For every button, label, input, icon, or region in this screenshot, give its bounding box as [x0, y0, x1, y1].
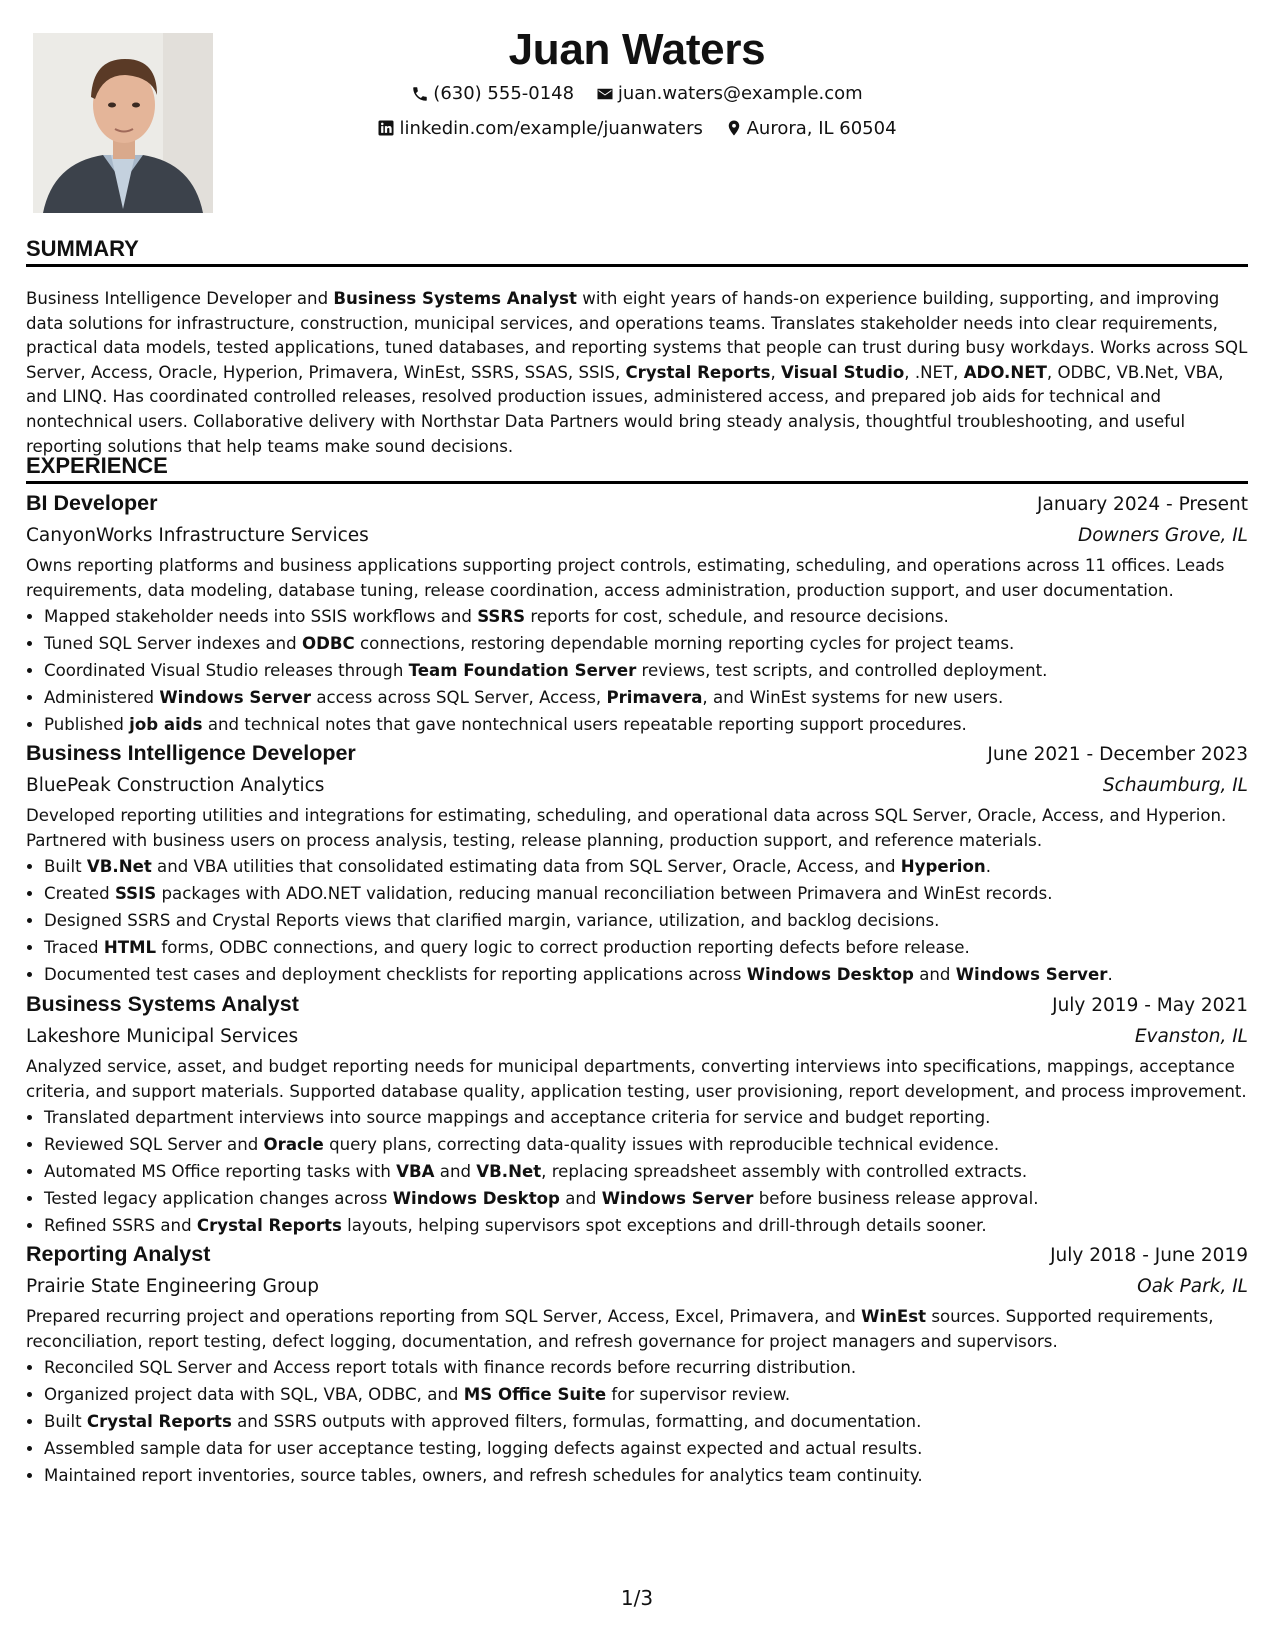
- job-dates: January 2024 - Present: [1037, 494, 1248, 515]
- text-run: with eight years of hands-on experience building, supporting, and improving data solutions for infrastructure, construction, municipal services, and operations teams. Translates stakeholder needs into clear requirements, practical data models, tested applications, tuned databases, and reporting systems that people can trust during busy workdays. Works across SQL Server, Access, Oracle, Hyperion, Primavera, WinEst, SSRS, SSAS, SSIS,: [26, 289, 1248, 382]
- bold-keyword: job aids: [129, 715, 203, 734]
- map-pin-icon: [725, 119, 743, 137]
- bullet-item: [44, 961, 1248, 988]
- text-run: reviews, test scripts, and controlled deployment.: [636, 661, 1048, 680]
- bold-keyword: Windows Server: [601, 1189, 754, 1208]
- company-name: BluePeak Construction Analytics: [26, 775, 325, 796]
- text-run: Reviewed SQL Server and: [44, 1135, 264, 1154]
- job-bullets: [26, 1354, 1248, 1489]
- bold-keyword: VB.Net: [86, 857, 152, 876]
- text-run: , .NET,: [904, 362, 964, 382]
- text-run: Tested legacy application changes across: [44, 1189, 393, 1208]
- job-dates: June 2021 - December 2023: [987, 744, 1248, 765]
- page-number: 1/3: [620, 1586, 654, 1610]
- phone-icon: [411, 85, 429, 103]
- text-run: layouts, helping supervisors spot exceptions and drill-through details sooner.: [341, 1216, 987, 1235]
- text-run: and: [559, 1189, 602, 1208]
- job-description: Owns reporting platforms and business applications supporting project controls, estimating, scheduling, and operations across 11 offices. Leads requirements, data modeling, database tuning, release coordination, access administration, production support, and user documentation.: [26, 556, 1225, 600]
- text-run: and: [913, 965, 956, 984]
- text-run: and: [434, 1162, 477, 1181]
- bullet-item: [44, 1104, 1248, 1131]
- bold-keyword: WinEst: [861, 1307, 927, 1326]
- text-run: Business Intelligence Developer and: [26, 289, 334, 308]
- job-title: Business Intelligence Developer: [26, 741, 356, 765]
- job-bullets: [26, 853, 1248, 988]
- text-run: Published: [44, 715, 130, 734]
- text-run: Built: [44, 857, 87, 876]
- phone-number: (630) 555-0148: [433, 83, 575, 104]
- bold-keyword: VBA: [396, 1162, 435, 1181]
- bold-keyword: Hyperion: [900, 857, 986, 876]
- job-location: Schaumburg, IL: [1102, 775, 1248, 796]
- bold-keyword: Crystal Reports: [625, 362, 771, 382]
- bullet-item: [44, 880, 1248, 907]
- text-run: Prepared recurring project and operations reporting from SQL Server, Access, Excel, Primavera, and: [26, 1307, 862, 1326]
- text-run: query plans, correcting data-quality issues with reproducible technical evidence.: [323, 1135, 1000, 1154]
- text-run: and VBA utilities that consolidated estimating data from SQL Server, Oracle, Access, and: [151, 857, 901, 876]
- location-contact: [725, 113, 897, 144]
- text-run: connections, restoring dependable morning reporting cycles for project teams.: [354, 634, 1015, 653]
- bold-keyword: HTML: [103, 938, 157, 957]
- email-contact[interactable]: [596, 78, 863, 109]
- bullet-item: [44, 1158, 1248, 1185]
- text-run: , ODBC, VB.Net, VBA, and LINQ. Has coordinated controlled releases, resolved production issues, administered access, and prepared job aids for technical and nontechnical users. Collaborative delivery with Northstar Data Partners would bring steady analysis, thoughtful troubleshooting, and useful reporting solutions that help teams make sound decisions.: [26, 362, 1224, 456]
- text-run: Created: [44, 884, 115, 903]
- bullet-item: [44, 684, 1248, 711]
- job-dates: July 2018 - June 2019: [1050, 1245, 1248, 1266]
- bold-keyword: Windows Desktop: [746, 965, 914, 984]
- linkedin-contact[interactable]: [377, 113, 702, 144]
- bullet-item: [44, 630, 1248, 657]
- text-run: and SSRS outputs with approved filters, formulas, formatting, and documentation.: [231, 1412, 922, 1431]
- bold-keyword: MS Office Suite: [463, 1385, 607, 1404]
- phone-contact: [411, 78, 574, 109]
- bullet-item: [44, 1131, 1248, 1158]
- text-run: Mapped stakeholder needs into SSIS workflows and: [44, 607, 478, 626]
- job-location: Evanston, IL: [1134, 1026, 1248, 1047]
- bold-keyword: Crystal Reports: [86, 1412, 232, 1431]
- text-run: Reconciled SQL Server and Access report totals with finance records before recurring distribution.: [44, 1358, 857, 1377]
- text-run: forms, ODBC connections, and query logic to correct production reporting defects before release.: [156, 938, 970, 957]
- job-entry: [26, 738, 1248, 988]
- job-location: Downers Grove, IL: [1077, 525, 1248, 546]
- bullet-item: [44, 603, 1248, 630]
- text-run: Tuned SQL Server indexes and: [44, 634, 302, 653]
- email-address[interactable]: juan.waters@example.com: [617, 83, 863, 104]
- experience-heading: EXPERIENCE: [26, 452, 1248, 484]
- text-run: , and WinEst systems for new users.: [702, 688, 1004, 707]
- text-run: Traced: [44, 938, 104, 957]
- bold-keyword: Windows Server: [955, 965, 1108, 984]
- text-run: sources. Supported requirements, reconciliation, report testing, defect logging, documentation, and refresh governance for project managers and supervisors.: [26, 1307, 1214, 1351]
- bold-keyword: Windows Desktop: [392, 1189, 560, 1208]
- bullet-item: [44, 1354, 1248, 1381]
- bullet-item: [44, 934, 1248, 961]
- resume-header: [26, 22, 1248, 147]
- home-location: Aurora, IL 60504: [746, 117, 897, 139]
- text-run: before business release approval.: [753, 1189, 1039, 1208]
- text-run: .: [985, 857, 991, 876]
- resume-page: [26, 0, 1248, 1650]
- bold-keyword: Visual Studio: [781, 362, 905, 382]
- text-run: .: [1107, 965, 1113, 984]
- contact-row-2: [26, 113, 1248, 148]
- text-run: , replacing spreadsheet assembly with controlled extracts.: [541, 1162, 1028, 1181]
- bold-keyword: ADO.NET: [963, 362, 1047, 382]
- bold-keyword: ODBC: [301, 634, 355, 653]
- text-run: Assembled sample data for user acceptance testing, logging defects against expected and actual results.: [44, 1439, 923, 1458]
- text-run: and technical notes that gave nontechnical users repeatable reporting support procedures.: [202, 715, 967, 734]
- company-name: Prairie State Engineering Group: [26, 1276, 319, 1297]
- bullet-item: [44, 853, 1248, 880]
- summary-heading: SUMMARY: [26, 235, 1248, 267]
- text-run: for supervisor review.: [606, 1385, 791, 1404]
- bullet-item: [44, 657, 1248, 684]
- job-title: BI Developer: [26, 491, 158, 515]
- bold-keyword: Team Foundation Server: [408, 661, 637, 680]
- text-run: Designed SSRS and Crystal Reports views that clarified margin, variance, utilization, and backlog decisions.: [44, 911, 940, 930]
- bullet-item: [44, 1381, 1248, 1408]
- text-run: Organized project data with SQL, VBA, ODBC, and: [44, 1385, 464, 1404]
- bullet-item: [44, 907, 1248, 934]
- job-dates: July 2019 - May 2021: [1052, 995, 1248, 1016]
- company-name: Lakeshore Municipal Services: [26, 1026, 299, 1047]
- bullet-item: [44, 1435, 1248, 1462]
- text-run: Built: [44, 1412, 87, 1431]
- linkedin-icon: [377, 119, 395, 137]
- bold-keyword: Crystal Reports: [196, 1216, 342, 1235]
- bullet-item: [44, 711, 1248, 738]
- linkedin-url[interactable]: linkedin.com/example/juanwaters: [399, 117, 703, 139]
- job-bullets: [26, 1104, 1248, 1239]
- bold-keyword: SSIS: [114, 884, 157, 903]
- text-run: Maintained report inventories, source tables, owners, and refresh schedules for analytics team continuity.: [44, 1466, 923, 1485]
- job-entry: [26, 1239, 1248, 1489]
- text-run: Translated department interviews into source mappings and acceptance criteria for service and budget reporting.: [44, 1108, 991, 1127]
- bold-keyword: VB.Net: [476, 1162, 542, 1181]
- text-run: packages with ADO.NET validation, reducing manual reconciliation between Primavera and WinEst records.: [156, 884, 1053, 903]
- bold-keyword: Primavera: [606, 688, 703, 707]
- job-bullets: [26, 603, 1248, 738]
- bold-keyword: SSRS: [477, 607, 526, 626]
- job-entry: [26, 989, 1248, 1239]
- candidate-name: Juan Waters: [508, 25, 766, 74]
- job-description: [26, 1305, 1248, 1354]
- text-run: ,: [770, 362, 782, 382]
- company-name: CanyonWorks Infrastructure Services: [26, 525, 369, 546]
- bold-keyword: Oracle: [263, 1135, 324, 1154]
- text-run: Automated MS Office reporting tasks with: [44, 1162, 397, 1181]
- contact-row-1: [26, 78, 1248, 113]
- text-run: reports for cost, schedule, and resource decisions.: [525, 607, 949, 626]
- job-description: Analyzed service, asset, and budget reporting needs for municipal departments, converting interviews into specifications, mappings, acceptance criteria, and support materials. Supported database quality, application testing, user provisioning, report development, and process improvement.: [26, 1057, 1247, 1101]
- text-run: Refined SSRS and: [44, 1216, 197, 1235]
- bullet-item: [44, 1408, 1248, 1435]
- job-entry: [26, 488, 1248, 738]
- bullet-item: [44, 1462, 1248, 1489]
- text-run: Coordinated Visual Studio releases through: [44, 661, 409, 680]
- summary-text: [26, 287, 1248, 459]
- job-title: Business Systems Analyst: [26, 992, 299, 1016]
- job-title: Reporting Analyst: [26, 1242, 211, 1266]
- bold-keyword: Business Systems Analyst: [333, 289, 577, 308]
- text-run: access across SQL Server, Access,: [311, 688, 607, 707]
- bold-keyword: Windows Server: [159, 688, 312, 707]
- text-run: Documented test cases and deployment checklists for reporting applications across: [44, 965, 747, 984]
- job-location: Oak Park, IL: [1137, 1276, 1248, 1297]
- bullet-item: [44, 1212, 1248, 1239]
- job-description: Developed reporting utilities and integrations for estimating, scheduling, and operational data across SQL Server, Oracle, Access, and Hyperion. Partnered with business users on process analysis, testing, release planning, production support, and reference materials.: [26, 806, 1227, 850]
- text-run: Administered: [44, 688, 160, 707]
- bullet-item: [44, 1185, 1248, 1212]
- envelope-icon: [596, 85, 614, 103]
